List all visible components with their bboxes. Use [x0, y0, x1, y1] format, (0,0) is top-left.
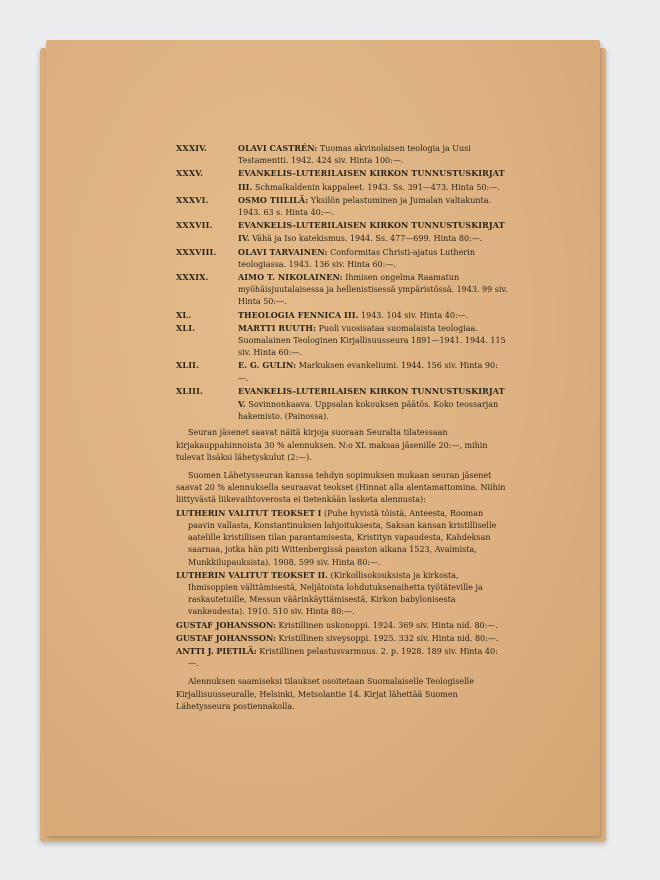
book-entry	[176, 632, 508, 645]
series-entry-details: 1943. 104 siv. Hinta 40:—.	[361, 310, 469, 320]
series-number: XXXVI.	[176, 194, 209, 205]
series-entry-details: Schmalkaldenin kappaleet. 1943. Ss. 391—473. Hinta 50:—.	[254, 182, 500, 192]
series-number: XXXIV.	[176, 143, 208, 153]
member-note: Seuran jäsenet saavat näitä kirjoja suoraan Seuralta tilatessaan kirjakauppahinnoista 30 % alennuksen. N:o XL maksaa jäsenille 20:—, mihin tulevat lisäksi lähetyskulut (2:—).	[176, 428, 488, 462]
book-title: LUTHERIN VALITUT TEOKSET II.	[176, 569, 328, 580]
series-number: XXXVII.	[176, 220, 213, 231]
series-entry-title: EVANKELIS-LUTERILAISEN KIRKON TUNNUSTUSKIRJAT IV.	[238, 220, 505, 244]
series-entry-details: Conformitas Christi-ajatus Lutherin teologiassa. 1943. 136 siv. Hinta 60:—.	[238, 247, 475, 269]
series-entry-title: OLAVI CASTRÉN:	[238, 143, 318, 153]
series-number: XLI.	[176, 322, 196, 333]
series-number: XXXVIII.	[176, 246, 217, 257]
book-entry	[176, 645, 508, 670]
series-entry-title: EVANKELIS-LUTERILAISEN KIRKON TUNNUSTUSKIRJAT III.	[238, 168, 505, 192]
series-entry-details: Sovinnonkaava. Uppsalan kokouksen päätös. Koko teossarjan hakemisto. (Painossa).	[238, 400, 499, 422]
series-entry-title: MARTTI RUUTH:	[238, 322, 317, 333]
series-entry-title: EVANKELIS-LUTERILAISEN KIRKON TUNNUSTUSKIRJAT V.	[238, 385, 505, 410]
book-title: LUTHERIN VALITUT TEOKSET I	[176, 507, 322, 518]
series-number: XL.	[176, 309, 192, 320]
book-details: (Kirkollisokouksista ja kirkosta, Ihmisoppien välttämisestä, Neljätoista lohdutuksenaihetta työtäteville ja raskautetuille, Messun väärinkäyttämisestä, Kirkon babylonisesta vankeudesta). 1910. 510 siv. Hinta 80:—.	[188, 570, 483, 617]
series-entry-text	[238, 322, 508, 360]
book-details: (Puhe hyvistä töistä, Anteesta, Rooman paavin vallasta, Konstantinuksen lahjoituksesta, Saksan kansan kristilliselle aatelille kristillisen tilan parantamisesta, Kristityn vapaudesta, Kahdeksan saarnaa, jotka hän piti Wittenbergissä paaston aikana 1523, Avaimista, Munkkilupauksista). 1908. 599 siv. Hinta 80:—.	[188, 508, 497, 567]
book-entry	[176, 569, 508, 619]
series-number: XXXIX.	[176, 272, 209, 283]
series-entry-title: OSMO TIILILÄ:	[238, 194, 309, 205]
series-entry-text	[238, 359, 508, 384]
book-list	[176, 507, 508, 671]
series-entry-title: E. G. GULIN:	[238, 360, 297, 371]
series-entry-details: Yksilön pelastuminen ja Jumalan valtakunta. 1943. 63 s. Hinta 40:—.	[238, 195, 492, 218]
series-entry-details: Puoli vuosisataa suomalaista teologiaa. Suomalainen Teologinen Kirjallisuusseura 1891—1941. 1944. 115 siv. Hinta 60:—.	[238, 323, 506, 358]
series-entry-details: Tuomas akvinolaisen teologia ja Uusi Testamentti. 1942. 424 siv. Hinta 100:—.	[238, 144, 471, 166]
series-entry-text	[238, 271, 508, 309]
series-number: XLIII.	[176, 385, 204, 396]
order-note: Alennuksen saamiseksi tilaukset osoitetaan Suomalaiselle Teologiselle Kirjallisuusseuralle, Helsinki, Metsolantie 14. Kirjat lähettää Suomen Lähetysseura postiennakolla.	[176, 677, 474, 711]
book-entry	[176, 619, 508, 632]
series-entry-title: OLAVI TARVAINEN:	[238, 246, 328, 257]
series-entry-title: THEOLOGIA FENNICA III.	[238, 309, 359, 320]
series-entry-text	[238, 219, 508, 245]
series-entry	[176, 309, 508, 322]
series-entry-details: Markuksen evankeliumi. 1944. 156 siv. Hinta 90:—.	[238, 361, 498, 383]
publication-list	[176, 142, 508, 713]
book-title: GUSTAF JOHANSSON:	[176, 632, 276, 643]
series-entry-text	[238, 246, 508, 271]
series-entry-details: Vähä ja Iso katekismus. 1944. Ss. 477—699. Hinta 80:—.	[252, 234, 483, 244]
series-entry	[176, 246, 508, 271]
series-entry	[176, 271, 508, 309]
series-entry-text	[238, 309, 508, 322]
series-entry	[176, 385, 508, 424]
series-entry-text	[238, 142, 508, 167]
series-entry-text	[238, 194, 508, 219]
book-details: Kristillinen siveysoppi. 1925. 332 siv. Hinta nid. 80:—.	[278, 633, 499, 643]
series-entry-text	[238, 385, 508, 424]
series-entry	[176, 194, 508, 219]
series-entry-details: Ihmisen ongelma Raamatun myöhäisjuutalaisessa ja hellenistisessä ympäristössä. 1943. 99 siv. Hinta 50:—.	[238, 273, 508, 307]
series-entry	[176, 219, 508, 245]
series-entry	[176, 142, 508, 167]
agreement-note: Suomen Lähetysseuran kanssa tehdyn sopimuksen mukaan seuran jäsenet saavat 20 % alennuksella seuraavat teokset (Hinnat alla alentamattomina. Niihin liittyvästä liikevaihtoverosta ei tietenkään lasketa alennusta):	[176, 471, 506, 505]
book-title: GUSTAF JOHANSSON:	[176, 619, 276, 630]
book-details: Kristillinen uskonoppi. 1924. 369 siv. Hinta nid. 80:—.	[278, 620, 498, 630]
book-title: ANTTI J. PIETILÄ:	[176, 645, 257, 656]
series-list	[176, 142, 508, 423]
series-entry-title: AIMO T. NIKOLAINEN:	[238, 272, 343, 283]
series-number: XLII.	[176, 360, 200, 371]
series-entry-text	[238, 167, 508, 193]
series-entry	[176, 167, 508, 193]
series-number: XXXV.	[176, 168, 204, 179]
series-entry	[176, 359, 508, 384]
series-entry	[176, 322, 508, 360]
book-entry	[176, 507, 508, 569]
book-details: Kristillinen pelastusvarmuus. 2. p. 1928. 189 siv. Hinta 40:—.	[188, 646, 498, 669]
